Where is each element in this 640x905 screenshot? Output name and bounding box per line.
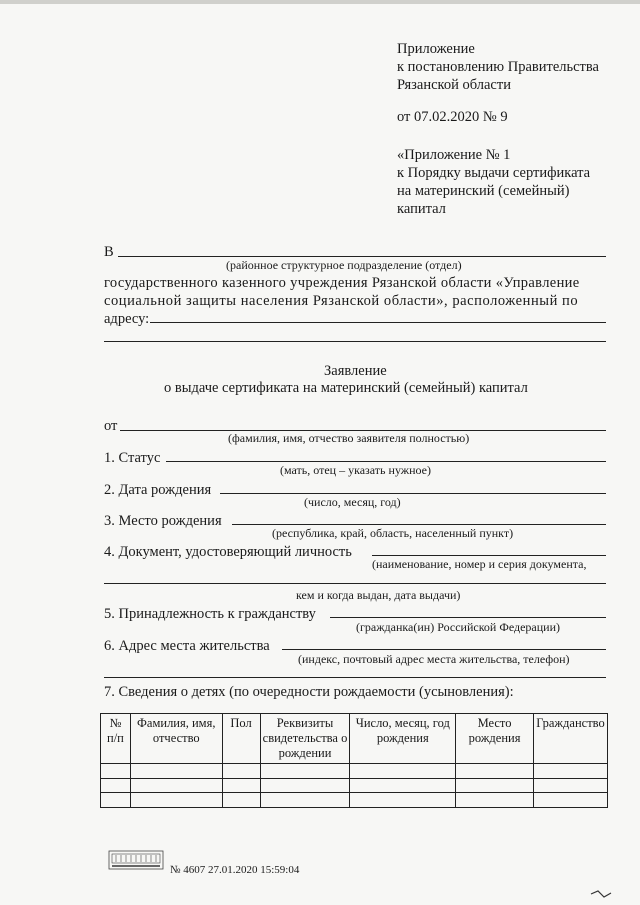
- table-cell[interactable]: [222, 764, 260, 779]
- header-certificate: Реквизиты свидетельства о рождении: [260, 714, 350, 764]
- table-cell[interactable]: [350, 764, 456, 779]
- id-doc-field-line-1[interactable]: [372, 555, 606, 556]
- table-cell[interactable]: [533, 793, 607, 808]
- header-sex: Пол: [222, 714, 260, 764]
- table-cell[interactable]: [130, 764, 222, 779]
- scan-mark-icon: [590, 888, 612, 900]
- table-cell[interactable]: [350, 778, 456, 793]
- table-cell[interactable]: [222, 778, 260, 793]
- birthdate-caption: (число, месяц, год): [304, 495, 401, 509]
- status-caption: (мать, отец – указать нужное): [280, 463, 431, 477]
- status-field-line[interactable]: [166, 461, 606, 462]
- table-cell[interactable]: [260, 793, 350, 808]
- status-label: 1. Статус: [104, 450, 161, 466]
- citizenship-caption: (гражданка(ин) Российской Федерации): [356, 620, 561, 634]
- department-field-line[interactable]: [118, 256, 606, 257]
- address-text-3: адресу:: [104, 311, 150, 327]
- table-cell[interactable]: [456, 793, 534, 808]
- birthdate-label: 2. Дата рождения: [104, 482, 212, 498]
- department-caption: (районное структурное подразделение (отдел): [226, 258, 462, 272]
- citizenship-field-line[interactable]: [330, 617, 606, 618]
- table-cell[interactable]: [456, 764, 534, 779]
- government-building-stamp-icon: [108, 850, 164, 870]
- children-label: 7. Сведения о детях (по очередности рождаемости (усыновления):: [104, 684, 514, 700]
- header-birthdate: Число, месяц, год рождения: [350, 714, 456, 764]
- residence-label: 6. Адрес места жительства: [104, 638, 270, 654]
- citizenship-label: 5. Принадлежность к гражданству: [104, 606, 316, 622]
- table-cell[interactable]: [350, 793, 456, 808]
- appendix-line-2: к Порядку выдачи сертификата: [397, 165, 591, 181]
- id-doc-field-line-2[interactable]: [104, 583, 606, 584]
- table-cell[interactable]: [101, 764, 131, 779]
- table-cell[interactable]: [101, 793, 131, 808]
- form-subtitle: о выдаче сертификата на материнский (семейный) капитал: [164, 380, 528, 396]
- header-citizenship: Гражданство: [533, 714, 607, 764]
- address-prefix: В: [104, 244, 114, 260]
- form-title: Заявление: [324, 363, 387, 379]
- header-line-2: к постановлению Правительства: [397, 59, 599, 75]
- header-birthplace: Место рождения: [456, 714, 534, 764]
- residence-field-line-2[interactable]: [104, 677, 606, 678]
- children-table-header: [101, 714, 608, 764]
- table-cell[interactable]: [260, 764, 350, 779]
- birthdate-field-line[interactable]: [220, 493, 606, 494]
- residence-caption: (индекс, почтовый адрес места жительства, телефон): [298, 652, 570, 666]
- header-num: № п/п: [101, 714, 131, 764]
- address-text-1: государственного казенного учреждения Рязанской области «Управление: [104, 275, 580, 291]
- table-cell[interactable]: [456, 778, 534, 793]
- birthplace-caption: (республика, край, область, населенный пункт): [272, 526, 514, 540]
- birthplace-field-line[interactable]: [232, 524, 606, 525]
- table-cell[interactable]: [533, 764, 607, 779]
- id-doc-label: 4. Документ, удостоверяющий личность: [104, 544, 352, 560]
- table-cell[interactable]: [260, 778, 350, 793]
- table-row: [101, 778, 608, 793]
- appendix-line-4: капитал: [397, 201, 446, 217]
- header-date: от 07.02.2020 № 9: [397, 109, 508, 125]
- address-text-2: социальной защиты населения Рязанской области», расположенный по: [104, 293, 579, 309]
- birthplace-label: 3. Место рождения: [104, 513, 222, 529]
- header-line-1: Приложение: [397, 41, 475, 57]
- table-cell[interactable]: [533, 778, 607, 793]
- address-field-line-2[interactable]: [104, 341, 606, 342]
- table-row: [101, 764, 608, 779]
- appendix-line-3: на материнский (семейный): [397, 183, 570, 199]
- residence-field-line-1[interactable]: [282, 649, 606, 650]
- table-cell[interactable]: [130, 793, 222, 808]
- from-label: от: [104, 418, 118, 434]
- id-doc-caption-2: кем и когда выдан, дата выдачи): [296, 588, 461, 602]
- table-row: [101, 793, 608, 808]
- children-table: [100, 713, 608, 808]
- registration-number: № 4607 27.01.2020 15:59:04: [170, 864, 300, 876]
- scan-edge: [0, 0, 640, 4]
- id-doc-caption-1: (наименование, номер и серия документа,: [372, 557, 587, 571]
- table-cell[interactable]: [222, 793, 260, 808]
- table-cell[interactable]: [101, 778, 131, 793]
- appendix-line-1: «Приложение № 1: [397, 147, 511, 163]
- header-line-3: Рязанской области: [397, 77, 511, 93]
- table-cell[interactable]: [130, 778, 222, 793]
- applicant-name-caption: (фамилия, имя, отчество заявителя полностью): [228, 431, 470, 445]
- header-fio: Фамилия, имя, отчество: [130, 714, 222, 764]
- address-field-line-1[interactable]: [150, 322, 606, 323]
